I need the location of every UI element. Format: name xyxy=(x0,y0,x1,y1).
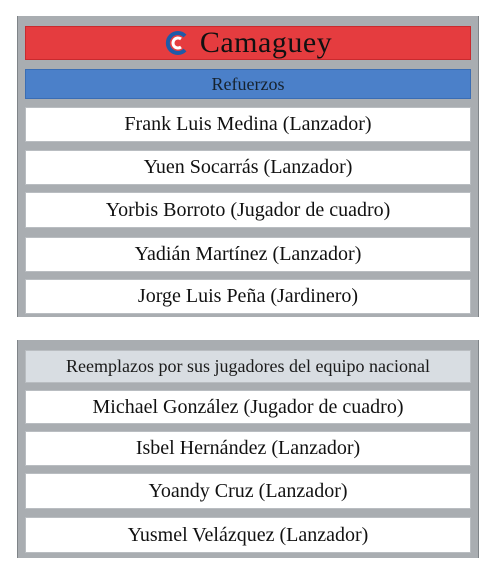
list-item: Yuen Socarrás (Lanzador) xyxy=(25,150,471,185)
team-logo-icon xyxy=(164,28,194,58)
list-item: Jorge Luis Peña (Jardinero) xyxy=(25,279,471,314)
refuerzos-panel xyxy=(17,16,479,317)
list-item: Yusmel Velázquez (Lanzador) xyxy=(25,517,471,553)
reemplazos-panel xyxy=(17,340,479,558)
reemplazos-title: Reemplazos por sus jugadores del equipo nacional xyxy=(25,350,471,383)
list-item: Michael González (Jugador de cuadro) xyxy=(25,390,471,424)
list-item: Yadián Martínez (Lanzador) xyxy=(25,237,471,272)
list-item: Isbel Hernández (Lanzador) xyxy=(25,431,471,466)
refuerzos-title: Refuerzos xyxy=(25,69,471,99)
list-item: Yoandy Cruz (Lanzador) xyxy=(25,473,471,509)
team-name: Camaguey xyxy=(199,26,333,59)
team-header xyxy=(25,26,471,60)
list-item: Frank Luis Medina (Lanzador) xyxy=(25,107,471,142)
list-item: Yorbis Borroto (Jugador de cuadro) xyxy=(25,192,471,228)
